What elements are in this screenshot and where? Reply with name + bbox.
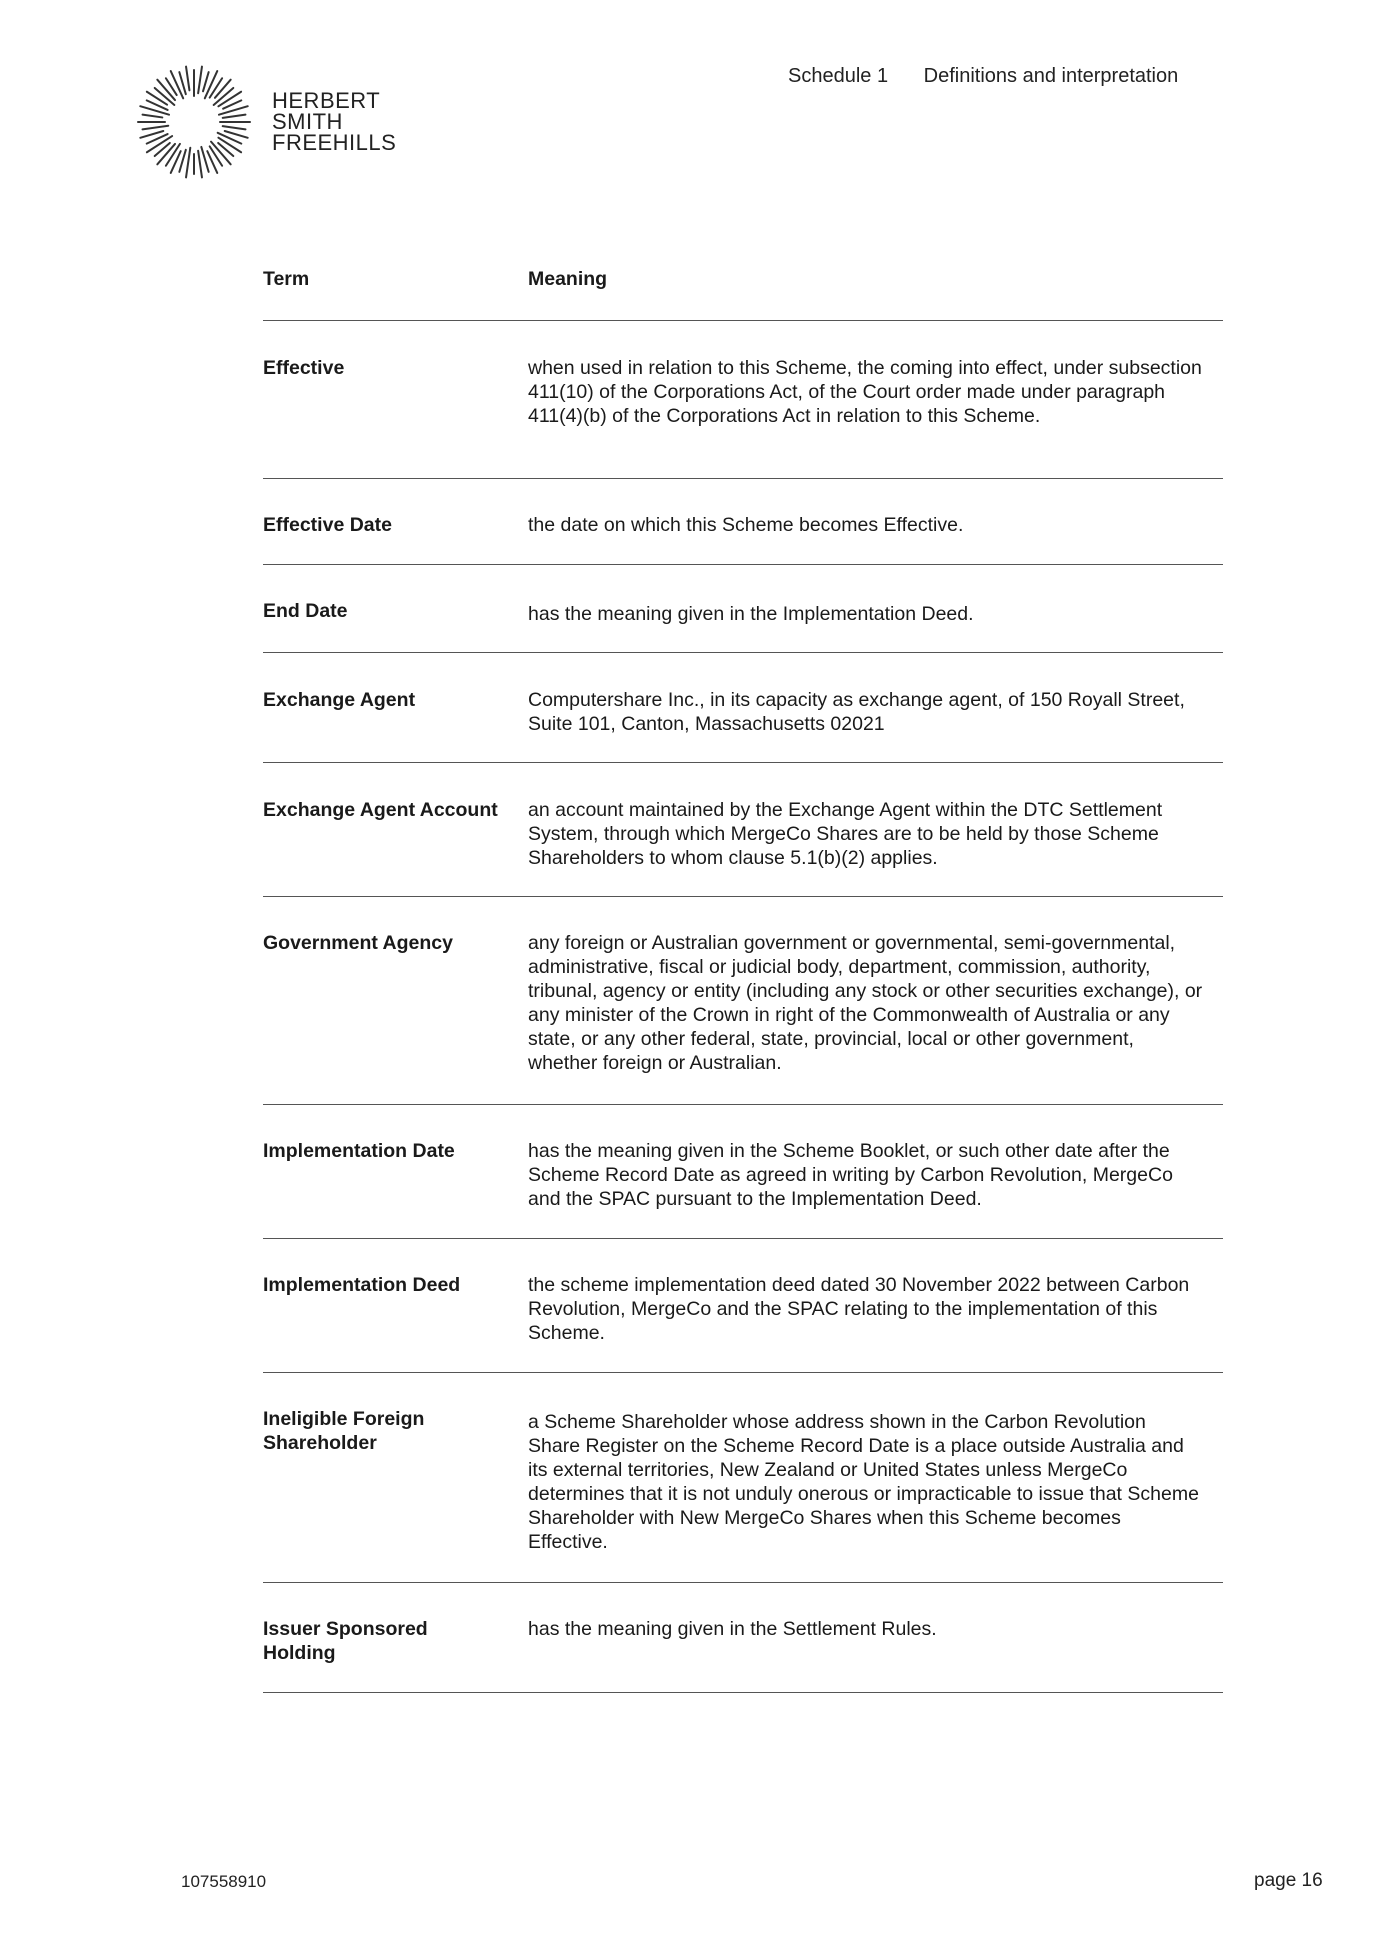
meaning-cell: has the meaning given in the Scheme Booklet, or such other date after the Scheme Record Date as agreed in writing by Carbon Revolution, MergeCo and the SPAC pursuant to the Implementation Deed. [528,1140,1173,1210]
table-header-row [263,262,1223,321]
table-row [263,565,1223,653]
starburst-logo-icon [136,64,252,180]
meaning-cell: an account maintained by the Exchange Agent within the DTC Settlement System, through which MergeCo Shares are to be held by those Scheme Shareholders to whom clause 5.1(b)(2) applies. [528,799,1163,869]
meaning-cell: the date on which this Scheme becomes Effective. [528,514,964,536]
document-id: 107558910 [181,1872,267,1891]
section-title: Definitions and interpretation [923,65,1179,87]
meaning-cell: a Scheme Shareholder whose address shown in the Carbon Revolution Share Register on the Scheme Record Date is a place outside Australia and its external territories, New Zealand or United States unless MergeCo determines that it is not unduly onerous or impracticable to issue that Scheme Shareholder with New MergeCo Shares when this Scheme becomes Effective. [528,1411,1199,1553]
firm-name [272,90,432,153]
table-row [263,1583,1223,1693]
term-column-header: Term [263,268,310,290]
firm-name-line-1: HERBERT [272,88,381,113]
definitions-table [263,262,1223,1693]
meaning-cell: has the meaning given in the Settlement Rules. [528,1618,937,1640]
term-cell: Government Agency [263,932,453,954]
meaning-cell: when used in relation to this Scheme, the coming into effect, under subsection 411(10) of the Corporations Act, of the Court order made under paragraph 411(4)(b) of the Corporations Act in relation to this Scheme. [528,357,1202,427]
firm-name-line-2: SMITH [272,109,343,134]
meaning-cell: the scheme implementation deed dated 30 November 2022 between Carbon Revolution, MergeCo and the SPAC relating to the implementation of this Scheme. [528,1274,1190,1344]
table-row [263,1239,1223,1373]
term-cell: End Date [263,600,348,622]
table-row [263,1373,1223,1583]
term-cell: Effective [263,357,345,379]
term-cell: Effective Date [263,514,392,536]
table-row [263,653,1223,763]
schedule-label: Schedule 1 [788,65,889,87]
term-cell: Issuer Sponsored Holding [263,1618,428,1664]
running-header [788,65,1178,88]
term-cell: Exchange Agent [263,689,416,711]
firm-name-line-3: FREEHILLS [272,130,397,155]
table-row [263,1105,1223,1239]
page-number: page 16 [1254,1870,1323,1891]
table-row [263,321,1223,479]
table-row [263,479,1223,565]
meaning-column-header: Meaning [528,268,608,290]
meaning-cell: has the meaning given in the Implementation Deed. [528,603,974,625]
table-row [263,897,1223,1105]
meaning-cell: any foreign or Australian government or governmental, semi-governmental, administrative, fiscal or judicial body, department, commission, authority, tribunal, agency or entity (including any stock or other securities exchange), or any minister of the Crown in right of the Commonwealth of Australia or any state, or any other federal, state, provincial, local or other government, whether foreign or Australian. [528,932,1203,1074]
term-cell: Implementation Date [263,1140,455,1162]
term-cell: Exchange Agent Account [263,799,498,821]
meaning-cell: Computershare Inc., in its capacity as exchange agent, of 150 Royall Street, Suite 101, Canton, Massachusetts 02021 [528,689,1185,735]
term-cell: Implementation Deed [263,1274,461,1296]
term-cell: Ineligible Foreign Shareholder [263,1408,425,1454]
table-row [263,763,1223,897]
